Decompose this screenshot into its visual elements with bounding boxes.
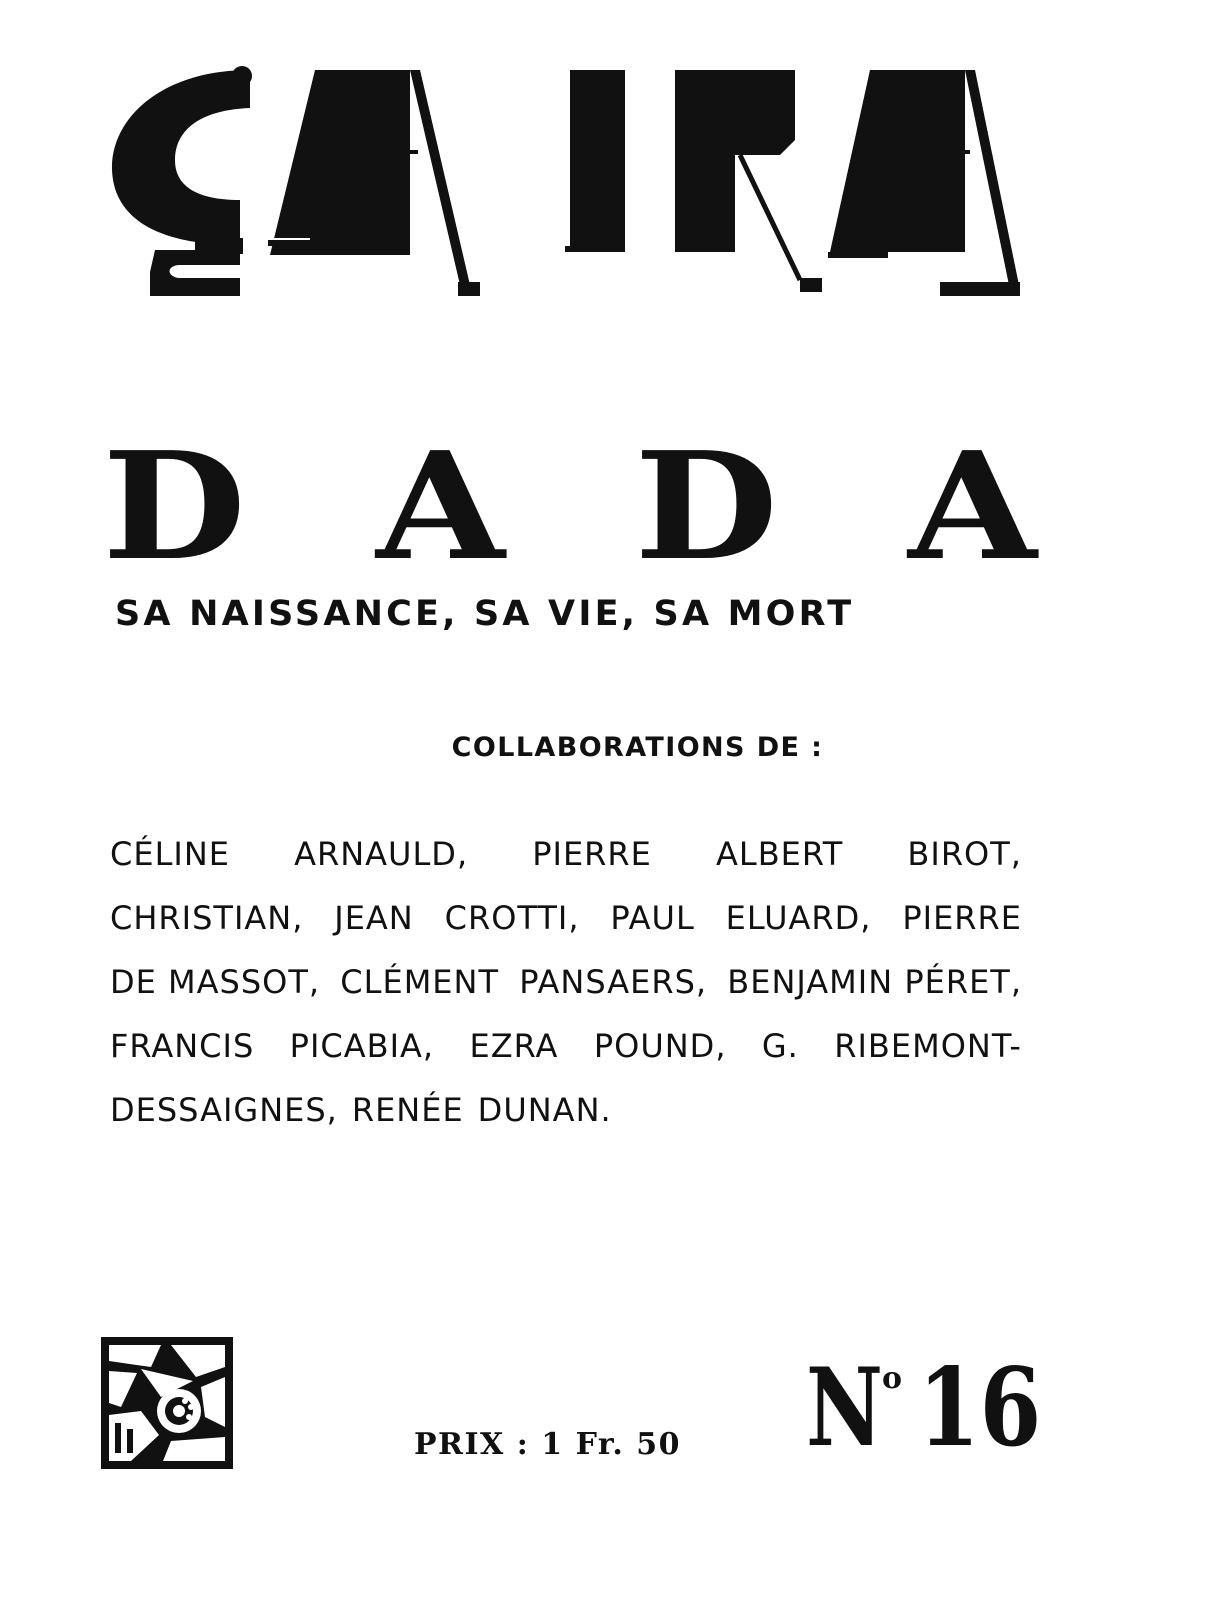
contributor-word: CÉLINE [110,835,230,873]
headline-letter: A [908,419,1037,593]
contributor-line [110,950,1022,1014]
contributor-word: PANSAERS, [519,963,708,1001]
contributor-line [110,886,1022,950]
price-label: PRIX : 1 Fr. 50 [414,1427,682,1462]
contributor-word: JEAN [334,899,414,937]
issue-prefix: N [806,1345,884,1471]
issue-value: 16 [918,1345,1042,1471]
headline-letter: A [375,419,505,593]
contributor-word: RENÉE [351,1091,464,1129]
dada-headline [102,419,1037,593]
woodcut-emblem-icon [101,1337,233,1469]
contributor-word: RIBEMONT- [834,1027,1022,1065]
contributor-word: CHRISTIAN, [110,899,304,937]
contributor-word: ELUARD, [725,899,872,937]
contributor-word: POUND, [593,1027,727,1065]
contributor-word: BIROT, [907,835,1022,873]
contributor-word: DESSAIGNES, [110,1091,338,1129]
contributor-word: DE MASSOT, [110,963,321,1001]
issue-superscript: o [882,1361,903,1396]
contributor-line [110,1078,1022,1142]
contributor-word: PICABIA, [289,1027,435,1065]
contributor-word: FRANCIS [110,1027,255,1065]
contributor-line [110,822,1022,886]
contributor-word: CLÉMENT [340,963,499,1001]
issue-number [806,1345,1042,1471]
masthead-lettering [100,60,1040,320]
emblem-artwork [101,1337,233,1469]
contributor-line [110,1014,1022,1078]
contributor-word: BENJAMIN PÉRET, [727,963,1022,1001]
contributor-word: CROTTI, [444,899,580,937]
contributor-word: EZRA [469,1027,559,1065]
headline-letter: D [102,419,247,593]
contributor-word: DUNAN. [477,1091,612,1129]
masthead-logo [100,60,1040,320]
contributor-word: ARNAULD, [294,835,469,873]
contributor-word: PIERRE [902,899,1022,937]
contributor-list [110,822,1022,1142]
contributor-word: ALBERT [715,835,844,873]
contributor-word: PAUL [610,899,695,937]
headline-letter: D [634,419,779,593]
contributor-word: G. [761,1027,799,1065]
collaborations-heading: COLLABORATIONS DE : [451,732,824,763]
subtitle: SA NAISSANCE, SA VIE, SA MORT [115,594,855,634]
contributor-word: PIERRE [532,835,652,873]
